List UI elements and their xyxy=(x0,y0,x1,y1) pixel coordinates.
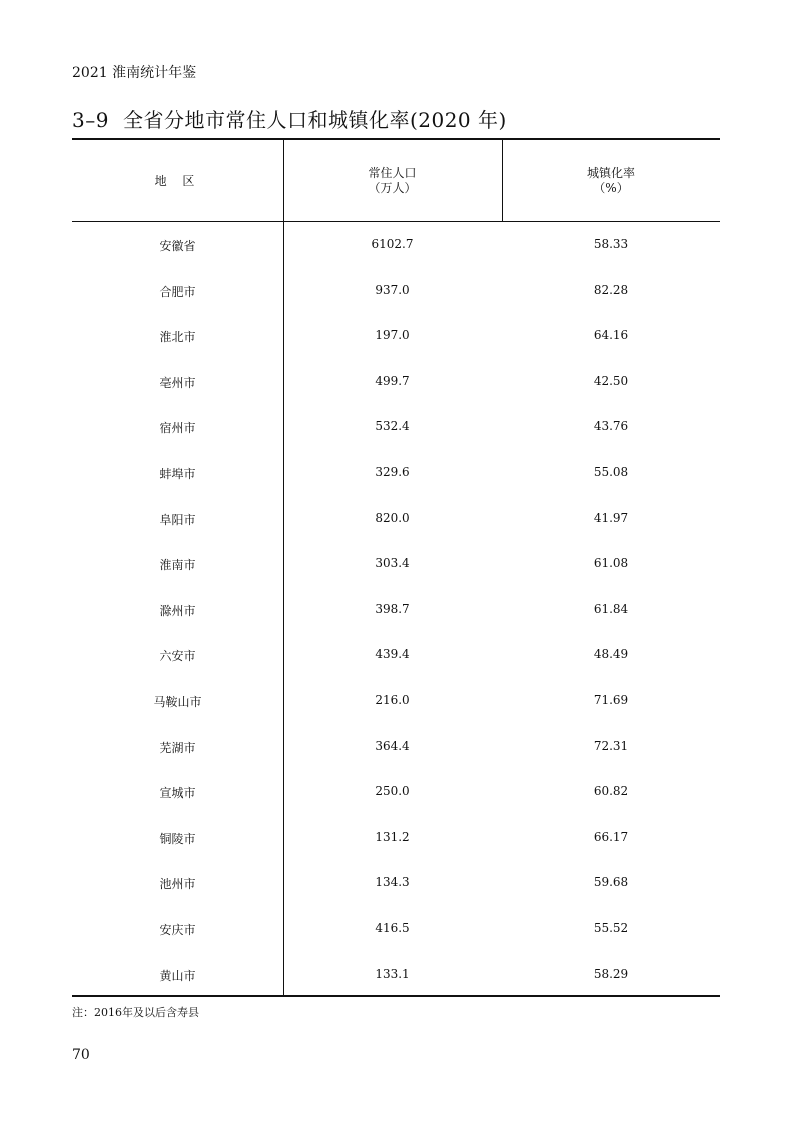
table-row xyxy=(72,359,720,405)
table-row xyxy=(72,952,720,998)
cell-region: 亳州市 xyxy=(159,375,196,390)
running-header: 2021 淮南统计年鉴 xyxy=(72,65,197,81)
table-row xyxy=(72,724,720,770)
table-title-text: 全省分地市常住人口和城镇化率(2020 年) xyxy=(122,108,507,132)
table-title xyxy=(72,104,507,133)
table-row xyxy=(72,678,720,724)
header-urbanization-unit: （%） xyxy=(593,181,629,195)
cell-region: 六安市 xyxy=(159,649,196,664)
header-population-unit: （万人） xyxy=(368,181,417,195)
cell-population: 364.4 xyxy=(375,738,410,753)
cell-urbanization: 48.49 xyxy=(593,647,629,662)
cell-region: 芜湖市 xyxy=(159,740,196,755)
table-row xyxy=(72,541,720,587)
cell-urbanization: 58.33 xyxy=(593,237,629,251)
table-note: 注：2016年及以后含寿县 xyxy=(72,1006,199,1019)
header-population-label: 常住人口 xyxy=(368,166,417,180)
cell-population: 820.0 xyxy=(375,510,410,525)
cell-population: 303.4 xyxy=(375,556,410,571)
cell-urbanization: 60.82 xyxy=(593,784,629,799)
cell-region: 马鞍山市 xyxy=(153,694,202,709)
cell-region: 宣城市 xyxy=(159,786,196,801)
table-row xyxy=(72,404,720,450)
cell-population: 134.3 xyxy=(375,875,410,890)
cell-population: 197.0 xyxy=(375,328,410,343)
cell-region: 黄山市 xyxy=(159,968,196,983)
table-row xyxy=(72,906,720,952)
header-region: 地 区 xyxy=(154,174,201,188)
cell-population: 131.2 xyxy=(375,829,410,844)
table-row xyxy=(72,587,720,633)
cell-urbanization: 58.29 xyxy=(593,966,629,981)
cell-region: 蚌埠市 xyxy=(159,466,196,481)
header-population xyxy=(283,166,502,196)
cell-population: 6102.7 xyxy=(371,237,414,251)
cell-region: 安徽省 xyxy=(159,239,196,253)
cell-urbanization: 42.50 xyxy=(593,373,629,388)
cell-population: 250.0 xyxy=(375,784,410,799)
table-row xyxy=(72,860,720,906)
cell-population: 499.7 xyxy=(375,373,410,388)
cell-urbanization: 66.17 xyxy=(593,829,629,844)
cell-urbanization: 41.97 xyxy=(593,510,629,525)
table-row xyxy=(72,268,720,314)
cell-region: 安庆市 xyxy=(159,922,196,937)
cell-region: 合肥市 xyxy=(159,284,196,299)
cell-urbanization: 43.76 xyxy=(593,419,629,434)
cell-population: 398.7 xyxy=(375,601,410,616)
cell-region: 阜阳市 xyxy=(159,512,196,527)
cell-region: 宿州市 xyxy=(159,421,196,436)
table-number: 3–9 xyxy=(72,108,109,132)
cell-urbanization: 55.52 xyxy=(593,920,629,935)
table-row xyxy=(72,313,720,359)
cell-urbanization: 82.28 xyxy=(593,282,629,297)
table-row xyxy=(72,222,720,268)
table-top-rule xyxy=(72,138,720,140)
table-body xyxy=(72,222,720,997)
table-row xyxy=(72,450,720,496)
page-number: 70 xyxy=(72,1047,90,1063)
cell-population: 216.0 xyxy=(375,692,410,707)
cell-population: 329.6 xyxy=(375,464,410,479)
cell-urbanization: 61.08 xyxy=(593,556,629,571)
table-row xyxy=(72,769,720,815)
cell-urbanization: 59.68 xyxy=(593,875,629,890)
table-row xyxy=(72,496,720,542)
cell-urbanization: 61.84 xyxy=(593,601,629,616)
cell-region: 铜陵市 xyxy=(159,831,196,846)
cell-urbanization: 72.31 xyxy=(593,738,629,753)
cell-region: 滁州市 xyxy=(159,603,196,618)
table-row xyxy=(72,632,720,678)
cell-urbanization: 64.16 xyxy=(593,328,629,343)
cell-population: 416.5 xyxy=(375,920,410,935)
cell-region: 池州市 xyxy=(159,877,196,892)
table-row xyxy=(72,815,720,861)
cell-urbanization: 71.69 xyxy=(593,692,629,707)
header-urbanization-label: 城镇化率 xyxy=(586,166,635,180)
cell-population: 133.1 xyxy=(375,966,410,981)
header-urbanization xyxy=(502,166,720,196)
table-bottom-rule xyxy=(72,995,720,997)
cell-region: 淮南市 xyxy=(159,558,196,573)
cell-population: 532.4 xyxy=(375,419,410,434)
cell-population: 937.0 xyxy=(375,282,410,297)
cell-population: 439.4 xyxy=(375,647,410,662)
cell-urbanization: 55.08 xyxy=(593,464,629,479)
cell-region: 淮北市 xyxy=(159,330,196,345)
